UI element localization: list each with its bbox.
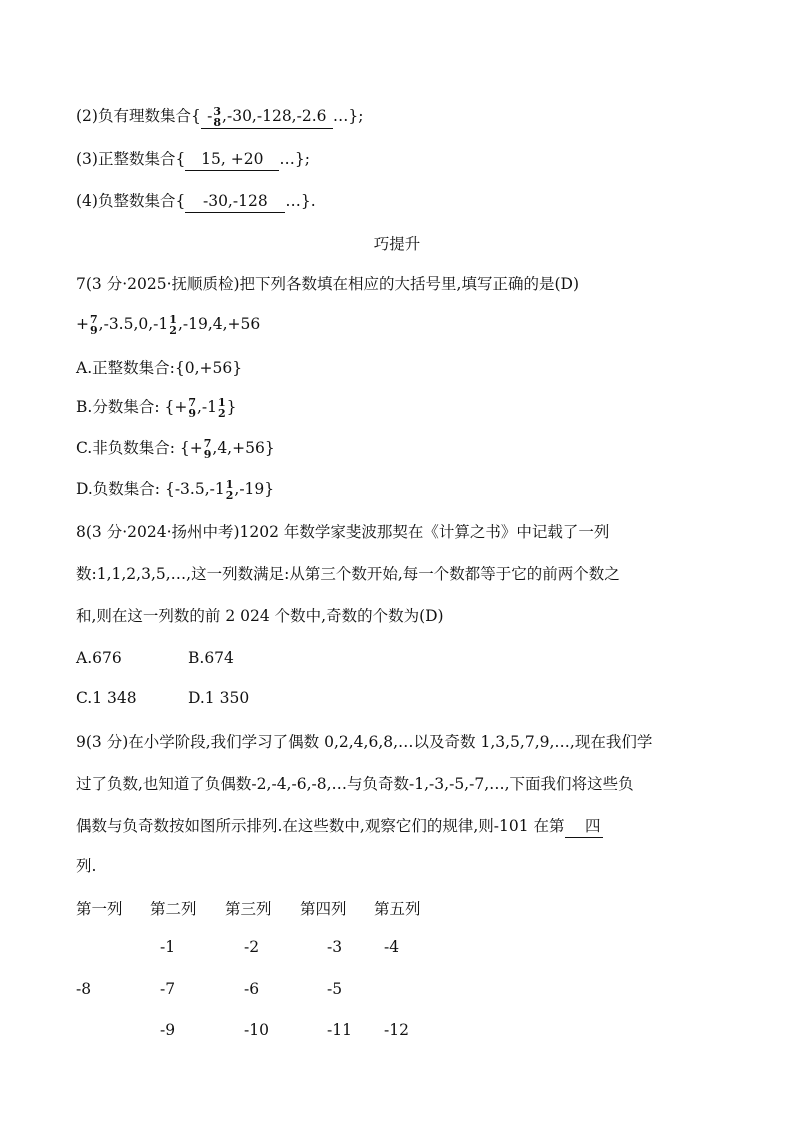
numerator: 7	[90, 313, 98, 326]
set-label: (2)负有理数集合{	[76, 107, 201, 125]
sign: -	[207, 107, 213, 125]
fraction	[213, 106, 221, 128]
numerator: 1	[225, 478, 234, 491]
section-title: 巧提升	[373, 235, 421, 253]
option-text: B.分数集合: {+	[76, 398, 188, 416]
numerator: 7	[203, 437, 212, 450]
answer-blank	[201, 105, 333, 129]
pos-int-set	[76, 148, 310, 171]
table-cell: -3	[327, 938, 343, 956]
q9-line-2: 过了负数,也知道了负偶数-2,-4,-6,-8,…与负奇数-1,-3,-5,-7,…,下面我们将这些负	[76, 775, 634, 793]
table-cell: -7	[160, 980, 176, 998]
num-text: ,-3.5,0,-1	[98, 315, 169, 333]
q9-text: 偶数与负奇数按如图所示排列.在这些数中,观察它们的规律,则-101 在第	[76, 817, 565, 835]
table-cell: -9	[160, 1021, 176, 1039]
answer-text: ,-30,-128,-2.6	[222, 107, 327, 125]
numerator: 3	[213, 105, 222, 118]
table-cell: -6	[244, 980, 260, 998]
table-cell: -12	[384, 1021, 409, 1039]
table-cell: -8	[76, 980, 92, 998]
table-header: 第五列	[374, 900, 421, 918]
numerator: 7	[188, 396, 196, 409]
q8-option-b: B.674	[188, 649, 234, 667]
neg-int-set	[76, 190, 316, 213]
numerator: 1	[218, 396, 226, 409]
q9-line-4: 列.	[76, 857, 97, 875]
q9-line-1: 9(3 分)在小学阶段,我们学习了偶数 0,2,4,6,8,…以及奇数 1,3,5,7,9,…,现在我们学	[76, 733, 653, 751]
set-tail: …}.	[285, 192, 316, 210]
denominator: 2	[225, 489, 234, 502]
num-text: +	[76, 315, 89, 333]
fraction	[169, 314, 177, 336]
table-cell: -4	[384, 938, 400, 956]
fraction	[188, 397, 196, 419]
denominator: 9	[203, 448, 212, 461]
denominator: 9	[188, 407, 196, 420]
answer-blank: -30,-128	[185, 190, 285, 213]
numerator: 1	[169, 313, 177, 326]
q8-option-a: A.676	[76, 649, 122, 667]
table-cell: -11	[327, 1021, 352, 1039]
answer-blank: 15, +20	[185, 148, 279, 171]
num-text: ,-19,4,+56	[177, 315, 261, 333]
table-header: 第三列	[225, 900, 272, 918]
denominator: 8	[213, 116, 222, 129]
q8-line-1: 8(3 分·2024·扬州中考)1202 年数学家斐波那契在《计算之书》中记载了一列	[76, 523, 610, 541]
set-label: (3)正整数集合{	[76, 150, 186, 168]
table-header: 第四列	[300, 900, 347, 918]
q7-option-c	[76, 437, 275, 460]
denominator: 9	[90, 324, 98, 337]
fraction	[218, 397, 226, 419]
denominator: 2	[169, 324, 177, 337]
set-tail: …};	[332, 107, 364, 125]
q8-option-d: D.1 350	[188, 689, 250, 707]
q7-stem: 7(3 分·2025·抚顺质检)把下列各数填在相应的大括号里,填写正确的是(D)	[76, 275, 579, 293]
table-cell: -10	[244, 1021, 269, 1039]
q7-option-d	[76, 478, 274, 501]
answer-blank: 四	[565, 815, 603, 838]
table-cell: -1	[160, 938, 176, 956]
q9-line-3	[76, 815, 603, 838]
option-text: D.负数集合: {-3.5,-1	[76, 480, 225, 498]
fraction	[226, 479, 234, 501]
q7-option-a: A.正整数集合:{0,+56}	[76, 359, 243, 377]
q7-option-b	[76, 396, 237, 419]
set-tail: …};	[279, 150, 310, 168]
option-text: ,4,+56}	[212, 439, 275, 457]
neg-rational-set	[76, 105, 363, 129]
table-header: 第二列	[150, 900, 197, 918]
q7-numbers	[76, 313, 260, 336]
option-text: ,-19}	[234, 480, 275, 498]
fraction	[204, 438, 212, 460]
q8-option-c: C.1 348	[76, 689, 137, 707]
option-text: ,-1	[196, 398, 218, 416]
q8-line-3: 和,则在这一列数的前 2 024 个数中,奇数的个数为(D)	[76, 607, 444, 625]
set-label: (4)负整数集合{	[76, 192, 186, 210]
option-text: }	[226, 398, 237, 416]
denominator: 2	[218, 407, 226, 420]
option-text: C.非负数集合: {+	[76, 439, 203, 457]
table-header: 第一列	[76, 900, 123, 918]
fraction	[90, 314, 98, 336]
table-cell: -2	[244, 938, 260, 956]
q8-line-2: 数:1,1,2,3,5,…,这一列数满足:从第三个数开始,每一个数都等于它的前两个数之	[76, 565, 620, 583]
table-cell: -5	[327, 980, 343, 998]
